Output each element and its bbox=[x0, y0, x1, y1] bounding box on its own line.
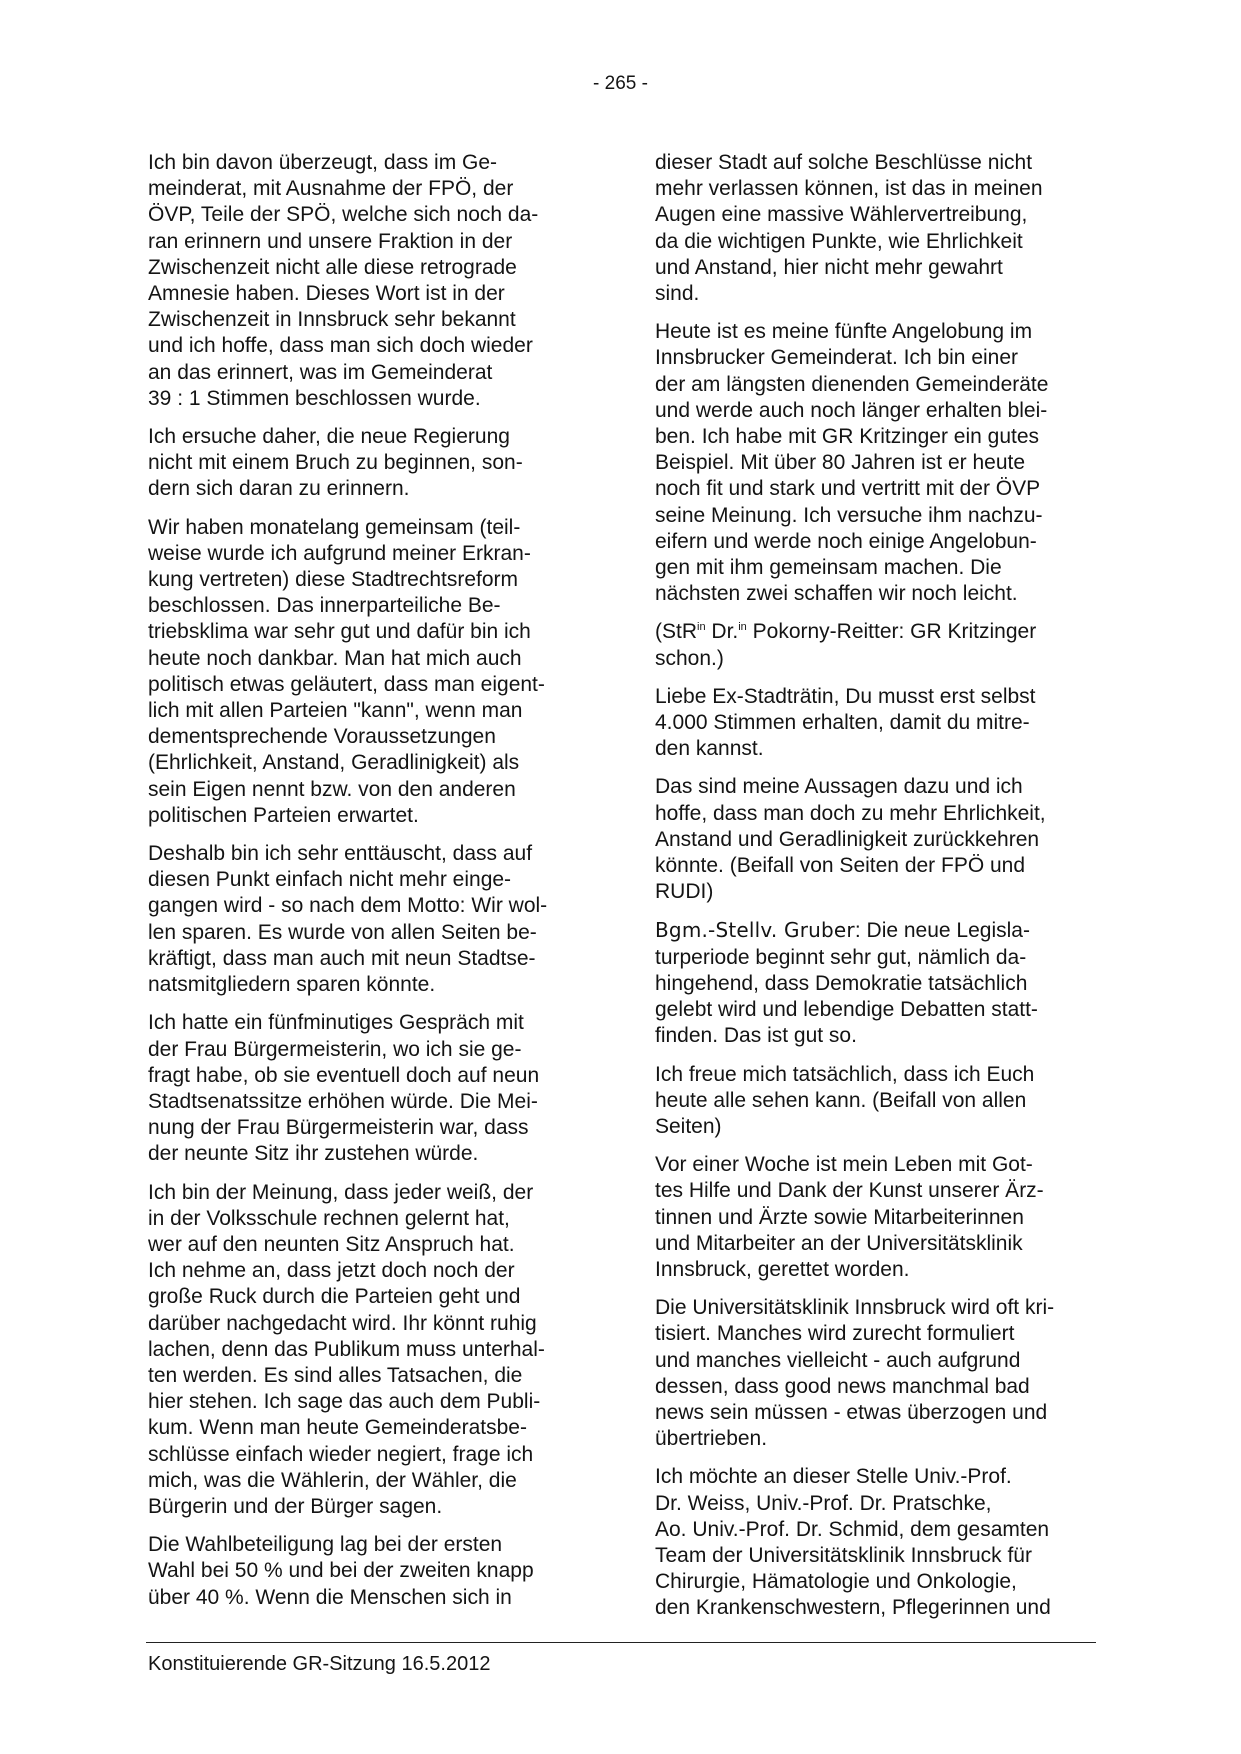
text-line: nächsten zwei schaffen wir noch leicht. bbox=[655, 582, 1018, 606]
paragraph bbox=[655, 1295, 1095, 1452]
text-line: könnte. (Beifall von Seiten der FPÖ und bbox=[655, 854, 1026, 878]
paragraph bbox=[655, 774, 1095, 905]
text-line: eifern und werde noch einige Angelobun- bbox=[655, 529, 1037, 553]
text-line: news sein müssen - etwas überzogen und bbox=[655, 1400, 1048, 1424]
text-line: und manches vielleicht - auch aufgrund bbox=[655, 1348, 1021, 1372]
text-line: Ich hatte ein fünfminutiges Gespräch mit bbox=[148, 1011, 524, 1035]
text-line: kung vertreten) diese Stadtrechtsreform bbox=[148, 568, 519, 592]
text-line: turperiode beginnt sehr gut, nämlich da- bbox=[655, 945, 1027, 969]
text-line: ten werden. Es sind alles Tatsachen, die bbox=[148, 1363, 523, 1387]
text-line: der neunte Sitz ihr zustehen würde. bbox=[148, 1142, 479, 1166]
text-line: Ich bin davon überzeugt, dass im Ge- bbox=[148, 151, 498, 174]
text-line: politisch etwas geläutert, dass man eigent- bbox=[148, 672, 545, 696]
text-line: natsmitgliedern sparen könnte. bbox=[148, 973, 436, 997]
superscript: in bbox=[697, 621, 706, 634]
text-line: den Krankenschwestern, Pflegerinnen und bbox=[655, 1596, 1051, 1620]
text-line: Dr. Weiss, Univ.-Prof. Dr. Pratschke, bbox=[655, 1491, 992, 1515]
text-line: dementsprechende Voraussetzungen bbox=[148, 725, 496, 749]
superscript: in bbox=[738, 621, 747, 634]
interjection bbox=[655, 619, 1095, 671]
text-line: meinderat, mit Ausnahme der FPÖ, der bbox=[148, 177, 514, 201]
paragraph bbox=[148, 841, 588, 998]
text-line: hingehend, dass Demokratie tatsächlich bbox=[655, 971, 1028, 995]
paragraph bbox=[655, 150, 1095, 307]
paragraph bbox=[655, 1152, 1095, 1283]
text-line: heute noch dankbar. Man hat mich auch bbox=[148, 646, 522, 670]
speech-text: : Die neue Legisla- bbox=[854, 919, 1030, 943]
text-line: an das erinnert, was im Gemeinderat bbox=[148, 360, 493, 384]
text-line: in der Volksschule rechnen gelernt hat, bbox=[148, 1206, 510, 1230]
text-line: Die Universitätsklinik Innsbruck wird oft kri- bbox=[655, 1296, 1055, 1320]
text-line: da die wichtigen Punkte, wie Ehrlichkeit bbox=[655, 229, 1023, 253]
text-line: lich mit allen Parteien "kann", wenn man bbox=[148, 699, 523, 723]
paragraph bbox=[148, 1180, 588, 1521]
paragraph bbox=[655, 1464, 1095, 1621]
interjection-open: (StR bbox=[655, 620, 697, 644]
text-line: nicht mit einem Bruch zu beginnen, son- bbox=[148, 451, 523, 475]
text-line: RUDI) bbox=[655, 880, 714, 904]
text-line: Innsbrucker Gemeinderat. Ich bin einer bbox=[655, 346, 1019, 370]
text-line: Das sind meine Aussagen dazu und ich bbox=[655, 775, 1023, 799]
text-line: ran erinnern und unsere Fraktion in der bbox=[148, 229, 513, 253]
interjection-title: Dr. bbox=[705, 620, 739, 644]
text-line: hoffe, dass man doch zu mehr Ehrlichkeit, bbox=[655, 801, 1046, 825]
text-line: mehr verlassen können, ist das in meinen bbox=[655, 177, 1043, 201]
text-line: große Ruck durch die Parteien geht und bbox=[148, 1285, 521, 1309]
text-line: nung der Frau Bürgermeisterin war, dass bbox=[148, 1116, 529, 1140]
text-line: über 40 %. Wenn die Menschen sich in bbox=[148, 1585, 512, 1609]
text-line: Deshalb bin ich sehr enttäuscht, dass auf bbox=[148, 842, 533, 866]
text-line: finden. Das ist gut so. bbox=[655, 1024, 857, 1048]
text-line: Seiten) bbox=[655, 1114, 722, 1138]
text-line: Amnesie haben. Dieses Wort ist in der bbox=[148, 282, 505, 306]
text-line: dessen, dass good news manchmal bad bbox=[655, 1374, 1030, 1398]
paragraph bbox=[655, 319, 1095, 607]
text-line: heute alle sehen kann. (Beifall von allen bbox=[655, 1088, 1027, 1112]
text-line: sein Eigen nennt bzw. von den anderen bbox=[148, 777, 516, 801]
text-line: schon.) bbox=[655, 646, 724, 670]
text-line: dieser Stadt auf solche Beschlüsse nicht bbox=[655, 151, 1033, 174]
text-line: Ich freue mich tatsächlich, dass ich Euch bbox=[655, 1062, 1035, 1086]
text-line: kum. Wenn man heute Gemeinderatsbe- bbox=[148, 1416, 527, 1440]
text-line: Augen eine massive Wählervertreibung, bbox=[655, 203, 1028, 227]
text-line: hier stehen. Ich sage das auch dem Publi- bbox=[148, 1390, 541, 1414]
text-line: 4.000 Stimmen erhalten, damit du mitre- bbox=[655, 711, 1030, 735]
text-line: weise wurde ich aufgrund meiner Erkran- bbox=[148, 541, 531, 565]
text-line: der am längsten dienenden Gemeinderäte bbox=[655, 372, 1049, 396]
paragraph bbox=[655, 1062, 1095, 1141]
paragraph bbox=[655, 684, 1095, 763]
text-line: gelebt wird und lebendige Debatten statt- bbox=[655, 998, 1038, 1022]
text-line: (Ehrlichkeit, Anstand, Geradlinigkeit) als bbox=[148, 751, 520, 775]
text-line: Team der Universitätsklinik Innsbruck für bbox=[655, 1543, 1032, 1567]
text-line: den kannst. bbox=[655, 737, 764, 761]
text-line: mich, was die Wählerin, der Wähler, die bbox=[148, 1468, 517, 1492]
text-line: Beispiel. Mit über 80 Jahren ist er heute bbox=[655, 451, 1026, 475]
text-line: diesen Punkt einfach nicht mehr einge- bbox=[148, 868, 512, 892]
text-line: len sparen. Es wurde von allen Seiten be- bbox=[148, 920, 537, 944]
text-line bbox=[655, 619, 1095, 645]
text-line: seine Meinung. Ich versuche ihm nachzu- bbox=[655, 503, 1043, 527]
page-number: - 265 - bbox=[593, 73, 648, 94]
text-line: Ich nehme an, dass jetzt doch noch der bbox=[148, 1259, 515, 1283]
text-line: Stadtsenatssitze erhöhen würde. Die Mei- bbox=[148, 1089, 538, 1113]
text-line: kräftigt, dass man auch mit neun Stadtse- bbox=[148, 946, 536, 970]
text-line: Wir haben monatelang gemeinsam (teil- bbox=[148, 515, 521, 539]
text-line: Ao. Univ.-Prof. Dr. Schmid, dem gesamten bbox=[655, 1517, 1050, 1541]
text-line: der Frau Bürgermeisterin, wo ich sie ge- bbox=[148, 1037, 522, 1061]
text-line: 39 : 1 Stimmen beschlossen wurde. bbox=[148, 386, 481, 410]
text-line: und ich hoffe, dass man sich doch wieder bbox=[148, 334, 533, 358]
text-line: triebsklima war sehr gut und dafür bin ich bbox=[148, 620, 531, 644]
text-line: fragt habe, ob sie eventuell doch auf neun bbox=[148, 1063, 540, 1087]
text-line: politischen Parteien erwartet. bbox=[148, 803, 419, 827]
text-line: und werde auch noch länger erhalten blei- bbox=[655, 398, 1048, 422]
text-line: Ich möchte an dieser Stelle Univ.-Prof. bbox=[655, 1465, 1012, 1489]
paragraph bbox=[148, 515, 588, 829]
text-line: Liebe Ex-Stadträtin, Du musst erst selbst bbox=[655, 684, 1036, 708]
text-line: Vor einer Woche ist mein Leben mit Got- bbox=[655, 1153, 1033, 1177]
left-column bbox=[148, 150, 588, 1623]
paragraph bbox=[148, 150, 588, 412]
text-line: Wahl bei 50 % und bei der zweiten knapp bbox=[148, 1559, 534, 1583]
right-column bbox=[655, 150, 1095, 1634]
text-line: gen mit ihm gemeinsam machen. Die bbox=[655, 556, 1002, 580]
paragraph bbox=[148, 1010, 588, 1167]
text-line: tes Hilfe und Dank der Kunst unserer Ärz- bbox=[655, 1179, 1044, 1203]
footer-divider bbox=[146, 1642, 1096, 1643]
text-line: übertrieben. bbox=[655, 1427, 768, 1451]
text-line: gangen wird - so nach dem Motto: Wir wol- bbox=[148, 894, 548, 918]
text-line: beschlossen. Das innerparteiliche Be- bbox=[148, 594, 501, 618]
text-line: noch fit und stark und vertritt mit der ÖVP bbox=[655, 477, 1041, 501]
text-line bbox=[655, 917, 1095, 944]
text-line: Heute ist es meine fünfte Angelobung im bbox=[655, 320, 1033, 344]
paragraph bbox=[148, 424, 588, 503]
text-line: Ich ersuche daher, die neue Regierung bbox=[148, 425, 510, 449]
text-line: Zwischenzeit in Innsbruck sehr bekannt bbox=[148, 308, 516, 332]
text-line: tinnen und Ärzte sowie Mitarbeiterinnen bbox=[655, 1205, 1024, 1229]
paragraph bbox=[148, 1532, 588, 1611]
text-line: und Anstand, hier nicht mehr gewahrt bbox=[655, 255, 1003, 279]
text-line: wer auf den neunten Sitz Anspruch hat. bbox=[148, 1232, 515, 1256]
text-line: sind. bbox=[655, 282, 700, 306]
text-line: schlüsse einfach wieder negiert, frage ich bbox=[148, 1442, 534, 1466]
text-line: darüber nachgedacht wird. Ihr könnt ruhig bbox=[148, 1311, 537, 1335]
text-line: tisiert. Manches wird zurecht formuliert bbox=[655, 1322, 1015, 1346]
footer-text: Konstituierende GR-Sitzung 16.5.2012 bbox=[148, 1653, 491, 1675]
text-line: Bürgerin und der Bürger sagen. bbox=[148, 1494, 443, 1518]
text-line: ben. Ich habe mit GR Kritzinger ein gutes bbox=[655, 425, 1040, 449]
text-line: und Mitarbeiter an der Universitätsklinik bbox=[655, 1231, 1023, 1255]
text-line: Innsbruck, gerettet worden. bbox=[655, 1257, 910, 1281]
speech-paragraph bbox=[655, 917, 1095, 1049]
text-line: Ich bin der Meinung, dass jeder weiß, der bbox=[148, 1180, 534, 1204]
text-line: dern sich daran zu erinnern. bbox=[148, 477, 410, 501]
interjection-text: Pokorny-Reitter: GR Kritzinger bbox=[746, 620, 1037, 644]
speaker-name: Bgm.-Stellv. Gruber bbox=[655, 918, 855, 943]
text-line: Zwischenzeit nicht alle diese retrograde bbox=[148, 255, 517, 279]
text-line: Anstand und Geradlinigkeit zurückkehren bbox=[655, 827, 1040, 851]
text-line: Die Wahlbeteiligung lag bei der ersten bbox=[148, 1533, 503, 1557]
text-line: Chirurgie, Hämatologie und Onkologie, bbox=[655, 1570, 1017, 1594]
text-line: ÖVP, Teile der SPÖ, welche sich noch da- bbox=[148, 203, 539, 227]
text-line: lachen, denn das Publikum muss unterhal- bbox=[148, 1337, 545, 1361]
